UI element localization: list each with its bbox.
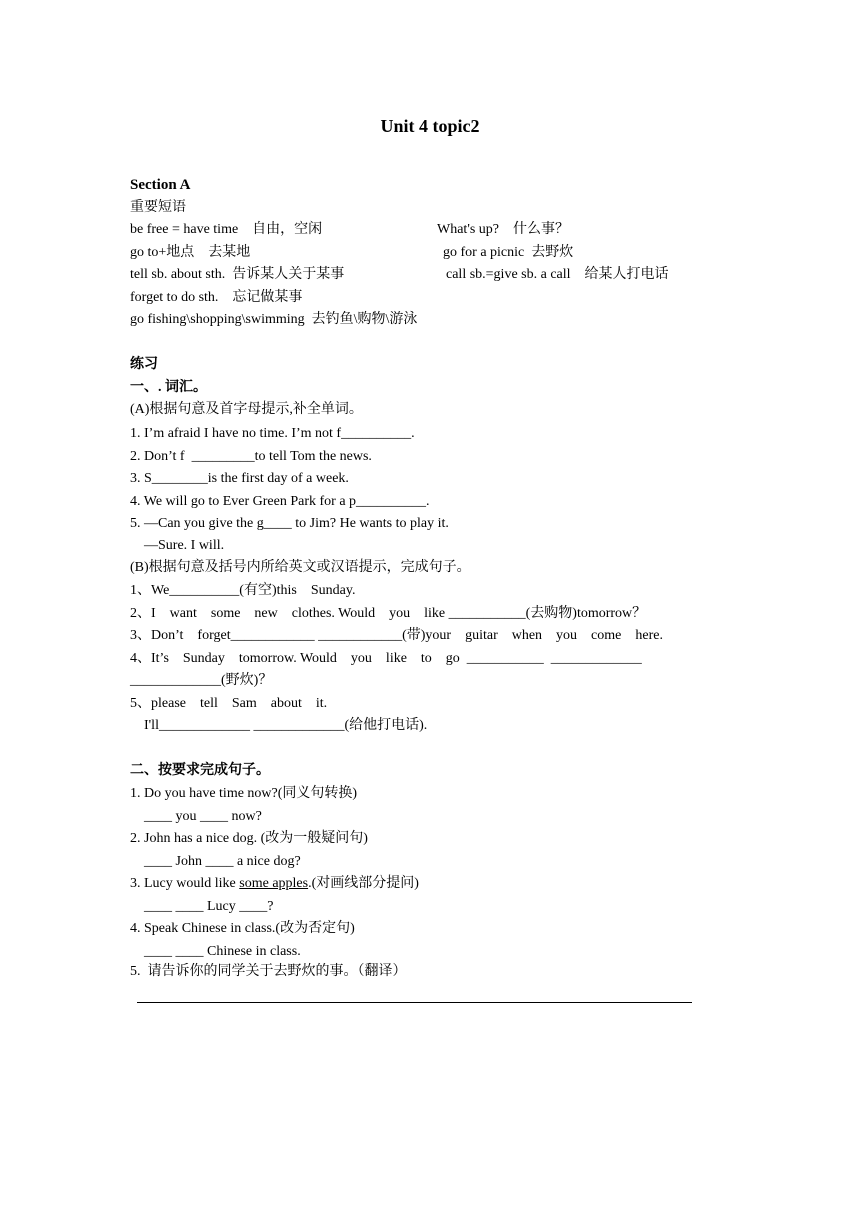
item3-prefix: 3. Lucy would like bbox=[130, 876, 240, 891]
phrase-right: go for a picnic 去野炊 bbox=[443, 245, 574, 260]
exercise-item: ____ you ____ now? bbox=[130, 809, 262, 824]
exercise-item: 2、I want some new clothes. Would you like ___________(去购物)tomorrow？ bbox=[130, 606, 647, 621]
phrase-right: call sb.=give sb. a call 给某人打电话 bbox=[446, 267, 669, 282]
exercise-item: —Sure. I will. bbox=[130, 538, 225, 553]
exercise-item: 2. Don’t f _________to tell Tom the news. bbox=[130, 449, 372, 464]
section-heading: Section A bbox=[130, 177, 191, 193]
item3-suffix: .(对画线部分提问) bbox=[308, 876, 419, 891]
exercise-item: 5. —Can you give the g____ to Jim? He wants to play it. bbox=[130, 516, 449, 531]
practice-heading: 练习 bbox=[130, 357, 158, 372]
answer-line bbox=[137, 1002, 692, 1003]
underlined-phrase: some apples bbox=[239, 876, 309, 891]
exercise-item: 4. Speak Chinese in class.(改为否定句) bbox=[130, 921, 355, 936]
exercise-item: 3. S________is the first day of a week. bbox=[130, 471, 349, 486]
exercise-item: 3、Don’t forget____________ ____________(带)your guitar when you come here. bbox=[130, 628, 663, 643]
part2-heading: 二、按要求完成句子。 bbox=[130, 763, 270, 778]
exercise-item: _____________(野炊)？ bbox=[130, 673, 273, 688]
partB-instruction: (B)根据句意及括号内所给英文或汉语提示，完成句子。 bbox=[130, 560, 471, 575]
exercise-item: ____ John ____ a nice dog? bbox=[130, 854, 301, 869]
phrase-left: go to+地点 去某地 bbox=[130, 245, 251, 260]
exercise-item-3 bbox=[130, 875, 419, 893]
part1-heading: 一、. 词汇。 bbox=[130, 380, 207, 395]
page-title: Unit 4 topic2 bbox=[380, 116, 480, 136]
exercise-item: 4、It’s Sunday tomorrow. Would you like to go ___________ _____________ bbox=[130, 651, 642, 666]
phrase-left: be free = have time 自由，空闲 bbox=[130, 222, 323, 237]
phrase-left: tell sb. about sth. 告诉某人关于某事 bbox=[130, 267, 345, 282]
exercise-item: 2. John has a nice dog. (改为一般疑问句) bbox=[130, 831, 368, 846]
phrase-left: go fishing\shopping\swimming 去钓鱼\购物\游泳 bbox=[130, 312, 418, 327]
exercise-item: 1. I’m afraid I have no time. I’m not f__________. bbox=[130, 426, 415, 441]
exercise-item: ____ ____ Chinese in class. bbox=[130, 944, 301, 959]
exercise-item: 4. We will go to Ever Green Park for a p__________. bbox=[130, 494, 430, 509]
phrases-heading: 重要短语 bbox=[130, 200, 186, 215]
exercise-item: 5. 请告诉你的同学关于去野炊的事。（翻译） bbox=[130, 964, 407, 979]
exercise-item: 5、please tell Sam about it. bbox=[130, 696, 328, 711]
exercise-item: I'll_____________ _____________(给他打电话). bbox=[130, 718, 428, 733]
partA-instruction: (A)根据句意及首字母提示,补全单词。 bbox=[130, 402, 363, 417]
exercise-item: 1、We__________(有空)this Sunday. bbox=[130, 583, 356, 598]
exercise-item: ____ ____ Lucy ____? bbox=[130, 899, 274, 914]
exercise-item: 1. Do you have time now?(同义句转换) bbox=[130, 786, 358, 801]
phrase-left: forget to do sth. 忘记做某事 bbox=[130, 290, 303, 305]
phrase-right: What's up? 什么事？ bbox=[437, 222, 570, 237]
